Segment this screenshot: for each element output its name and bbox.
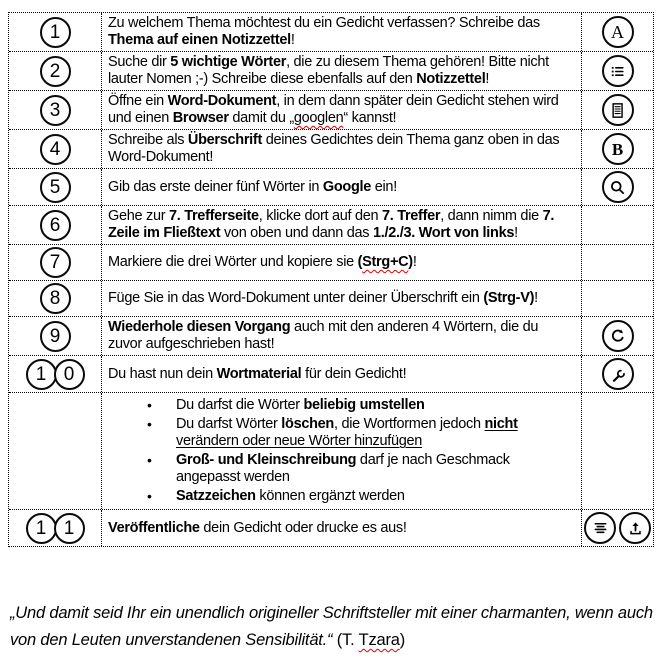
step-number-circle: 9 bbox=[40, 321, 71, 352]
table-row bbox=[9, 316, 653, 355]
instruction-text bbox=[108, 290, 575, 307]
text-segment: 5 wichtige Wörter bbox=[170, 54, 287, 70]
step-number-circle: 1 bbox=[26, 359, 57, 390]
text-segment: Word-Dokument bbox=[167, 93, 277, 109]
text-segment: Browser bbox=[172, 110, 229, 126]
text-segment: , dann nimm die bbox=[440, 208, 543, 224]
step-icon-cell bbox=[581, 130, 653, 168]
text-segment: Füge Sie in das Word-Dokument unter deiner Überschrift ein bbox=[108, 290, 484, 306]
step-number-circle: 4 bbox=[40, 134, 71, 165]
instruction-text bbox=[108, 520, 575, 537]
text-segment: Groß- und Kleinschreibung bbox=[176, 452, 357, 468]
instruction-text bbox=[108, 208, 575, 242]
step-icon-cell bbox=[581, 317, 653, 355]
bullet-item bbox=[146, 397, 575, 414]
instruction-text bbox=[108, 319, 575, 353]
table-row bbox=[9, 392, 653, 509]
text-segment: 7. Zeile im Fließtext bbox=[108, 208, 555, 241]
upload-icon bbox=[619, 512, 651, 544]
step-icon-cell bbox=[581, 206, 653, 244]
text-segment: Gib das erste deiner fünf Wörter in bbox=[108, 178, 323, 195]
text-segment: deines Gedichtes dein Thema ganz oben in das Word-Dokument! bbox=[108, 132, 560, 165]
text-segment: ! bbox=[485, 71, 490, 87]
step-number-cell bbox=[9, 510, 101, 546]
text-segment: „Und damit seid Ihr ein unendlich origineller Schriftsteller mit einer charmanten, wenn auch von den Leuten unverstandenen Sensibilität.“ bbox=[10, 604, 653, 649]
text-segment: ! bbox=[534, 290, 538, 306]
text-segment: Überschrift bbox=[187, 132, 262, 148]
refresh-icon bbox=[602, 320, 634, 352]
step-number-cell bbox=[9, 52, 101, 90]
instruction-cell bbox=[101, 52, 581, 90]
step-number-cell bbox=[9, 281, 101, 316]
bullet-item bbox=[146, 452, 575, 486]
text-segment: Suche dir bbox=[108, 54, 171, 70]
wrench-icon bbox=[602, 358, 634, 390]
step-number-circle: 8 bbox=[40, 283, 71, 314]
text-segment: können ergänzt werden bbox=[255, 488, 405, 504]
letter-a-icon bbox=[602, 16, 634, 48]
letter-a-icon-glyph: A bbox=[611, 22, 624, 42]
step-icon-cell bbox=[581, 91, 653, 129]
step-icon-cell bbox=[581, 510, 653, 546]
text-segment: löschen bbox=[281, 416, 334, 432]
table-row bbox=[9, 280, 653, 316]
table-row bbox=[9, 205, 653, 244]
instruction-cell bbox=[101, 130, 581, 168]
instruction-text bbox=[108, 395, 575, 507]
list-icon bbox=[602, 55, 634, 87]
text-segment: ! bbox=[290, 32, 295, 48]
step-number-cell bbox=[9, 91, 101, 129]
table-row bbox=[9, 244, 653, 280]
step-number-circle: 7 bbox=[40, 247, 71, 278]
text-segment: Wortmaterial bbox=[216, 365, 302, 382]
instruction-text bbox=[108, 179, 575, 196]
text-segment: Wiederhole diesen Vorgang bbox=[108, 319, 291, 335]
step-icon-cell bbox=[581, 281, 653, 316]
step-number-cell bbox=[9, 317, 101, 355]
text-segment: nicht bbox=[484, 416, 518, 432]
text-segment: , in dem dann später dein Gedicht stehen wird und einen bbox=[108, 93, 559, 126]
letter-b-icon bbox=[602, 133, 634, 165]
text-segment: 1./2./3. Wort von links bbox=[373, 225, 515, 241]
text-segment: Schreibe als bbox=[108, 132, 188, 148]
text-segment: dein Gedicht oder drucke es aus! bbox=[199, 519, 407, 536]
text-segment: ) bbox=[399, 631, 406, 649]
table-row bbox=[9, 129, 653, 168]
text-segment: ) bbox=[408, 254, 413, 270]
text-segment: damit du „ bbox=[228, 110, 294, 126]
step-number-cell bbox=[9, 169, 101, 205]
text-segment: Strg+C bbox=[362, 254, 409, 270]
instruction-cell bbox=[101, 13, 581, 51]
instruction-cell bbox=[101, 245, 581, 280]
table-row bbox=[9, 355, 653, 392]
table-row bbox=[9, 90, 653, 129]
instruction-cell bbox=[101, 169, 581, 205]
text-segment: ( bbox=[357, 254, 363, 270]
step-number-cell bbox=[9, 130, 101, 168]
align-lines-icon bbox=[584, 512, 616, 544]
instruction-text bbox=[108, 93, 575, 127]
text-segment: Satzzeichen bbox=[176, 488, 256, 504]
text-segment: , die zu diesem Thema gehören! Bitte nicht lauter Nomen ;-) Schreibe diese ebenfalls auf den bbox=[108, 54, 549, 87]
step-icon-cell bbox=[581, 245, 653, 280]
instruction-text bbox=[108, 254, 575, 271]
text-segment: Du darfst die Wörter bbox=[176, 397, 304, 413]
text-segment: Veröffentliche bbox=[108, 519, 200, 536]
text-segment: von oben und dann das bbox=[220, 225, 373, 241]
instruction-table bbox=[8, 12, 654, 547]
rules-bullet-list bbox=[108, 397, 575, 505]
bullet-item bbox=[146, 488, 575, 505]
instruction-text bbox=[108, 366, 575, 383]
step-number-circle: 1 bbox=[54, 513, 85, 544]
text-segment: , klicke dort auf den bbox=[258, 208, 382, 224]
text-segment: (T. bbox=[336, 631, 359, 649]
step-icon-cell bbox=[581, 52, 653, 90]
step-number-circle: 1 bbox=[26, 513, 57, 544]
instruction-cell bbox=[101, 317, 581, 355]
tzara-quote bbox=[10, 600, 658, 654]
text-segment: Gehe zur bbox=[108, 208, 169, 224]
text-segment: Tzara bbox=[358, 631, 400, 649]
table-row bbox=[9, 13, 653, 51]
text-segment: 7. Trefferseite bbox=[168, 208, 259, 224]
text-segment: “ kannst! bbox=[343, 110, 397, 126]
instruction-cell bbox=[101, 91, 581, 129]
instruction-cell bbox=[101, 356, 581, 392]
bullet-item bbox=[146, 416, 575, 450]
text-segment: für dein Gedicht! bbox=[301, 365, 407, 382]
text-segment: Markiere die drei Wörter und kopiere sie bbox=[108, 254, 358, 270]
instruction-cell bbox=[101, 393, 581, 509]
text-segment: Du hast nun dein bbox=[108, 365, 217, 382]
step-icon-cell bbox=[581, 393, 653, 509]
text-segment: Öffne ein bbox=[108, 93, 168, 109]
step-number-circle: 0 bbox=[54, 359, 85, 390]
instruction-text bbox=[108, 132, 575, 166]
text-segment: beliebig umstellen bbox=[303, 397, 425, 413]
text-segment: 7. Treffer bbox=[381, 208, 441, 224]
text-segment: (Strg-V) bbox=[483, 290, 535, 306]
document-icon bbox=[602, 94, 634, 126]
step-number-cell bbox=[9, 393, 101, 509]
text-segment: Zu welchem Thema möchtest du ein Gedicht verfassen? Schreibe das bbox=[108, 15, 540, 31]
step-number-circle: 6 bbox=[40, 210, 71, 241]
search-icon bbox=[602, 171, 634, 203]
instruction-cell bbox=[101, 510, 581, 546]
instruction-cell bbox=[101, 206, 581, 244]
instruction-text bbox=[108, 15, 575, 49]
step-number-cell bbox=[9, 245, 101, 280]
step-number-circle: 2 bbox=[40, 56, 71, 87]
instruction-text bbox=[108, 54, 575, 88]
table-row bbox=[9, 51, 653, 90]
step-number-cell bbox=[9, 356, 101, 392]
letter-b-icon-glyph: B bbox=[611, 139, 624, 159]
text-segment: verändern oder neue Wörter hinzufügen bbox=[176, 433, 423, 449]
text-segment: googlen bbox=[293, 110, 344, 126]
text-segment: darf je nach Geschmack angepasst werden bbox=[176, 452, 510, 485]
text-segment: ! bbox=[412, 254, 417, 270]
step-number-cell bbox=[9, 13, 101, 51]
instruction-cell bbox=[101, 281, 581, 316]
step-number-circle: 1 bbox=[40, 17, 71, 48]
table-row bbox=[9, 509, 653, 546]
table-row bbox=[9, 168, 653, 205]
step-number-circle: 3 bbox=[40, 95, 71, 126]
text-segment: Notizzettel bbox=[416, 71, 486, 87]
step-number-cell bbox=[9, 206, 101, 244]
text-segment: auch mit den anderen 4 Wörtern, die du zuvor aufgeschrieben hast! bbox=[108, 319, 539, 352]
text-segment: Google bbox=[322, 178, 372, 195]
step-icon-cell bbox=[581, 356, 653, 392]
text-segment: Thema auf einen Notizzettel bbox=[108, 32, 291, 48]
text-segment: Du darfst Wörter bbox=[176, 416, 282, 432]
text-segment: ! bbox=[514, 225, 518, 241]
step-icon-cell bbox=[581, 13, 653, 51]
text-segment: , die Wortformen jedoch bbox=[334, 416, 485, 432]
step-number-circle: 5 bbox=[40, 172, 71, 203]
text-segment: ein! bbox=[371, 178, 397, 195]
step-icon-cell bbox=[581, 169, 653, 205]
